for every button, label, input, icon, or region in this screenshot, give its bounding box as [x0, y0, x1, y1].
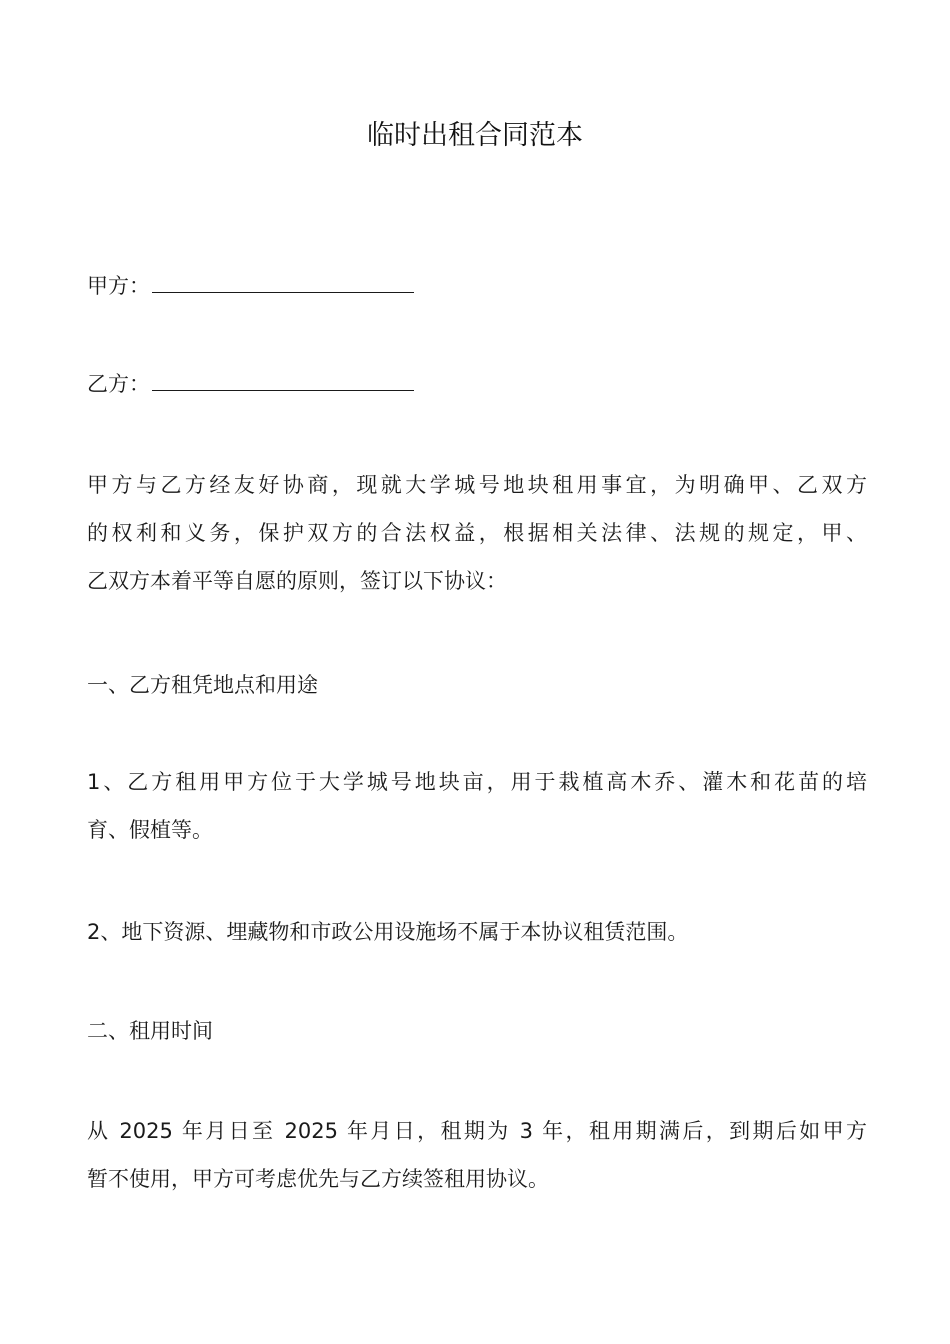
party-b-line — [87, 360, 867, 408]
party-a-label: 甲方： — [87, 274, 150, 298]
clause-1-line: 育、假植等。 — [87, 818, 213, 842]
party-b-label: 乙方： — [87, 372, 150, 396]
clause-1-paragraph — [87, 758, 867, 854]
intro-paragraph — [87, 461, 867, 605]
section-2-heading: 二、租用时间 — [87, 1019, 213, 1043]
party-a-blank — [152, 270, 414, 293]
clause-1-line: 1、乙方租用甲方位于大学城号地块亩，用于栽植高木乔、灌木和花苗的培 — [87, 770, 867, 794]
intro-line: 的权利和义务，保护双方的合法权益，根据相关法律、法规的规定，甲、 — [87, 521, 867, 545]
term-line: 暂不使用，甲方可考虑优先与乙方续签租用协议。 — [87, 1167, 549, 1191]
party-b-blank — [152, 368, 414, 391]
term-paragraph — [87, 1107, 867, 1203]
term-line: 从 2025 年月日至 2025 年月日，租期为 3 年，租用期满后，到期后如甲方 — [87, 1119, 867, 1143]
clause-2: 2、地下资源、埋藏物和市政公用设施场不属于本协议租赁范围。 — [87, 920, 689, 944]
intro-line: 甲方与乙方经友好协商，现就大学城号地块租用事宜，为明确甲、乙双方 — [87, 473, 867, 497]
document-title: 临时出租合同范本 — [367, 120, 583, 151]
party-a-line — [87, 262, 867, 310]
intro-line: 乙双方本着平等自愿的原则，签订以下协议： — [87, 569, 507, 593]
section-1-heading: 一、乙方租凭地点和用途 — [87, 673, 318, 697]
